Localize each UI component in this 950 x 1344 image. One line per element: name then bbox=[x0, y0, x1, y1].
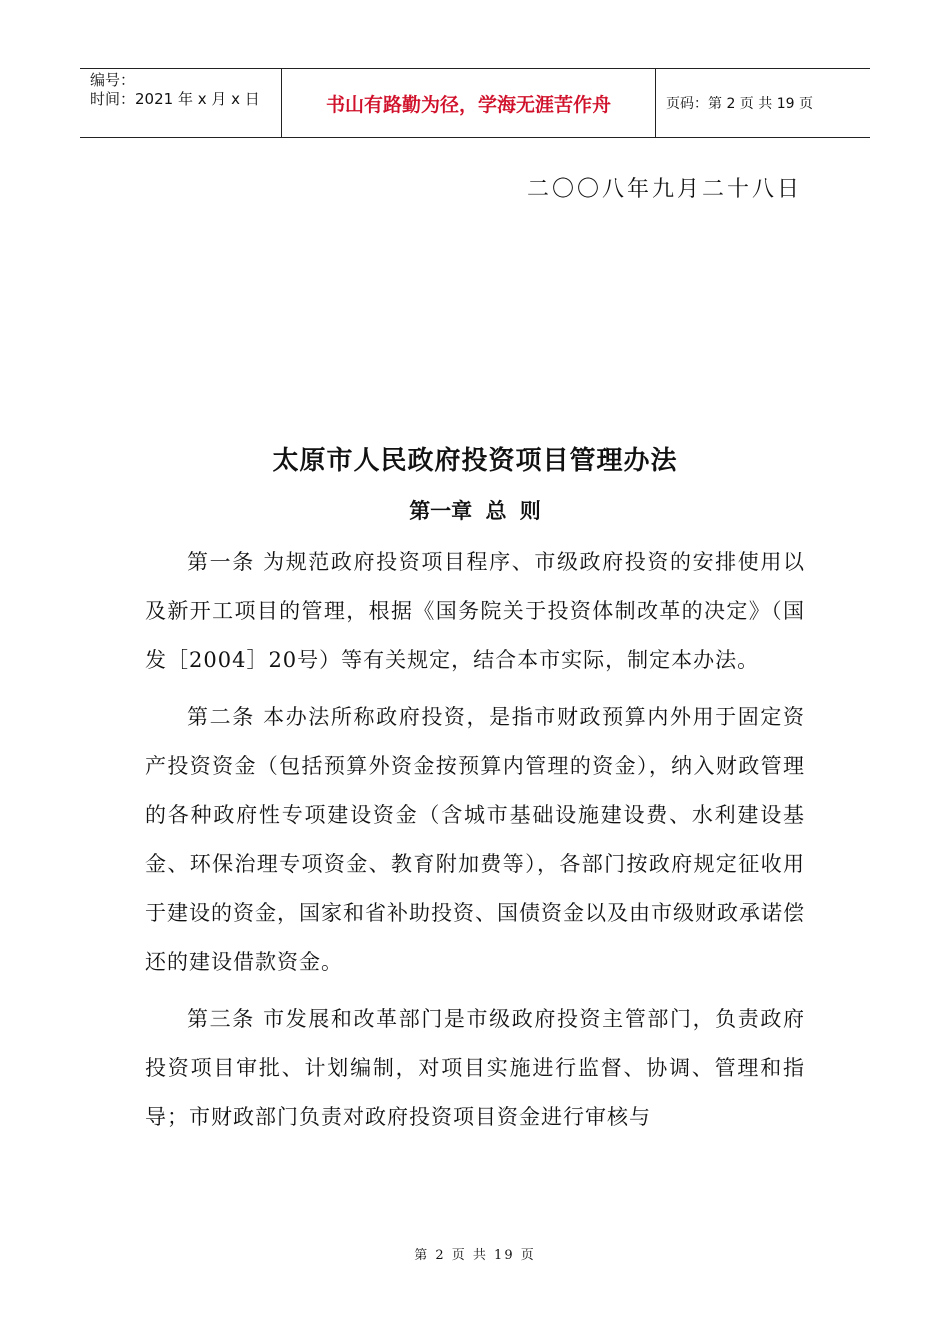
time-label: 时间：2021 年 x 月 x 日 bbox=[90, 90, 260, 108]
header-motto: 书山有路勤为径，学海无涯苦作舟 bbox=[282, 69, 656, 137]
page-footer: 第 2 页 共 19 页 bbox=[414, 1248, 536, 1263]
article-paragraph: 第二条 本办法所称政府投资，是指市财政预算内外用于固定资产投资资金（包括预算外资金按预算内管理的资金），纳入财政管理的各种政府性专项建设资金（含城市基础设施建设费、水利建设基金、环保治理专项资金、教育附加费等），各部门按政府规定征收用于建设的资金，国家和省补助投资、国债资金以及由市级财政承诺偿还的建设借款资金。 bbox=[145, 705, 805, 974]
page-header bbox=[80, 68, 870, 138]
document-body bbox=[145, 538, 805, 1150]
header-page-info: 页码：第 2 页 共 19 页 bbox=[666, 96, 813, 112]
chapter-heading: 第一章 总 则 bbox=[409, 499, 541, 523]
document-date: 二〇〇八年九月二十八日 bbox=[526, 177, 802, 202]
document-title: 太原市人民政府投资项目管理办法 bbox=[272, 446, 678, 476]
article-paragraph: 第三条 市发展和改革部门是市级政府投资主管部门，负责政府投资项目审批、计划编制，对项目实施进行监督、协调、管理和指导；市财政部门负责对政府投资项目资金进行审核与 bbox=[145, 1007, 805, 1129]
number-label: 编号： bbox=[90, 71, 136, 89]
article-paragraph: 第一条 为规范政府投资项目程序、市级政府投资的安排使用以及新开工项目的管理，根据《国务院关于投资体制改革的决定》（国发［2004］20号）等有关规定，结合本市实际，制定本办法。 bbox=[145, 550, 805, 672]
header-meta bbox=[80, 69, 282, 137]
